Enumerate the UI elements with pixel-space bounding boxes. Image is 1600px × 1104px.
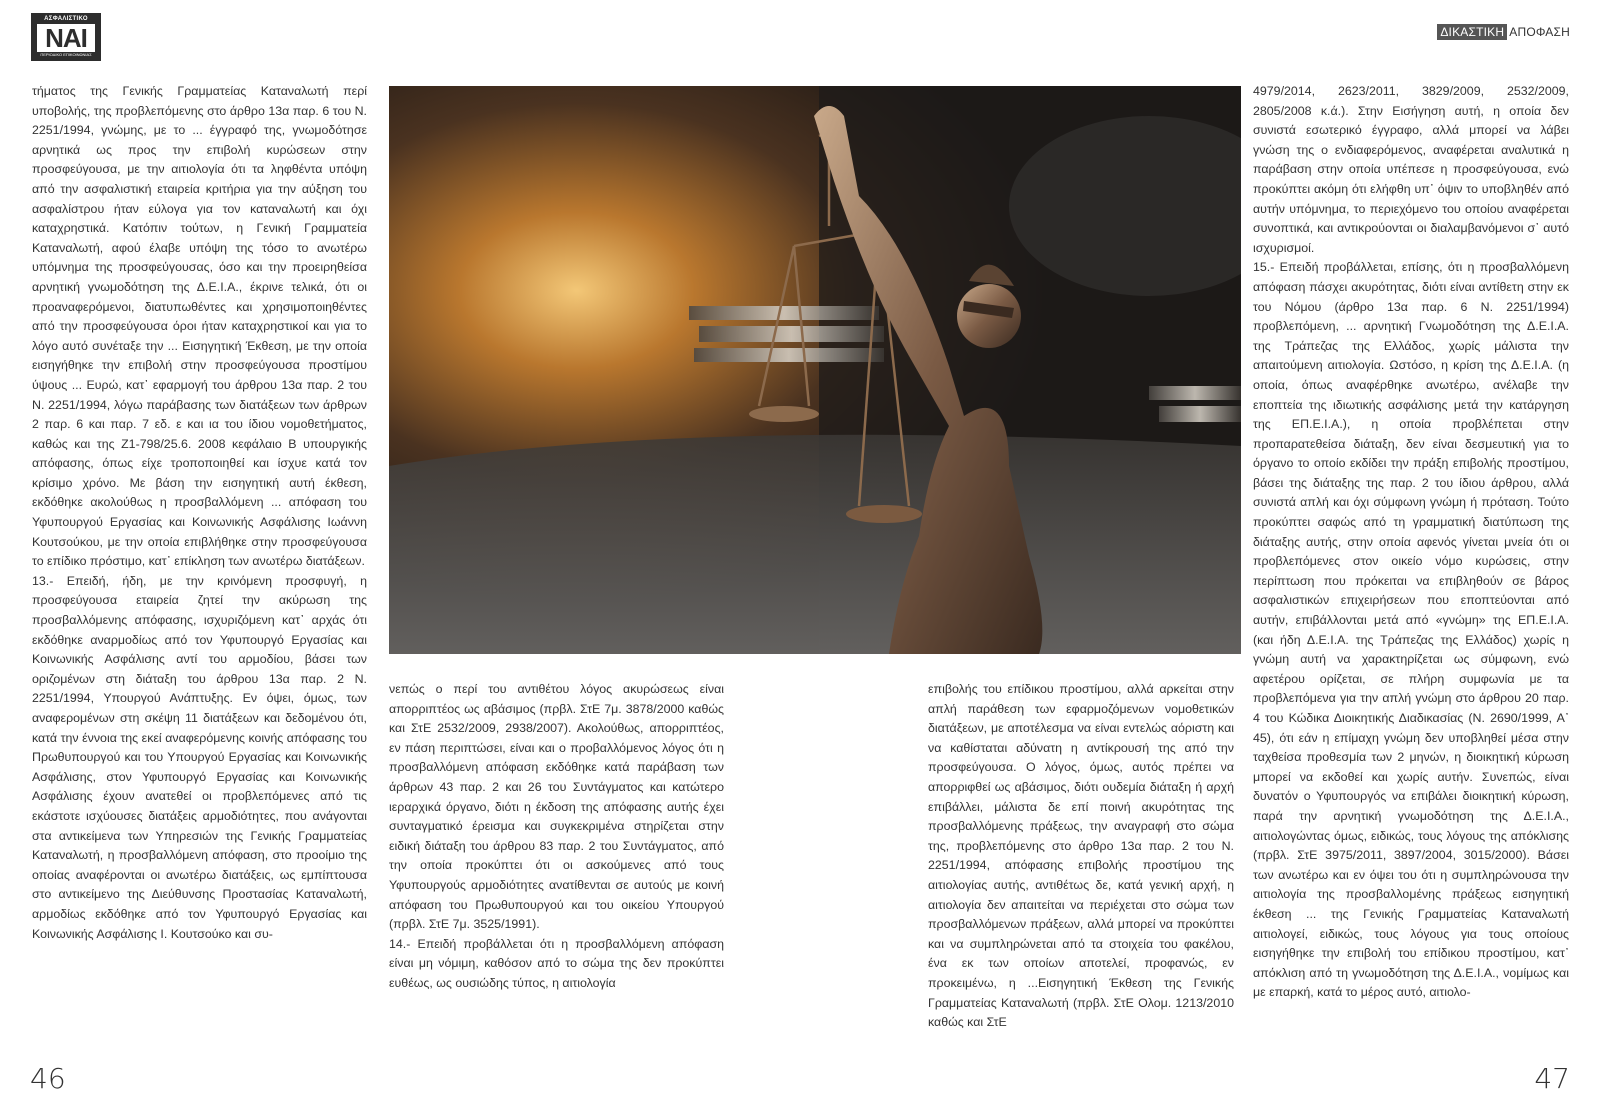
paragraph: 14.- Επειδή προβάλλεται ότι η προσβαλλόμενη απόφαση είναι μη νόμιμη, καθόσον από το σώμα της δεν προκύπτει ευθέως, ως ουσιώδης τύπος, η αιτιολογία bbox=[389, 936, 724, 990]
page-number-left: 46 bbox=[30, 1062, 66, 1095]
logo-subline: ΠΕΡΙΟΔΙΚΟ ΕΠΙΚΟΙΝΩΝΙΑΣ bbox=[40, 52, 92, 57]
text-column-4 bbox=[1253, 82, 1569, 1003]
lady-justice-photo bbox=[389, 86, 1241, 654]
paragraph: 13.- Επειδή, ήδη, με την κρινόμενη προσφυγή, η προσφεύγουσα εταιρεία ζητεί την ακύρωση της προσβαλλόμενης απόφασης, ισχυριζόμενη κατ᾽ αρχάς ότι εκδόθηκε αναρμοδίως από τον Υφυπουργό Εργασίας και Κοινωνικής Ασφάλισης αντί του αρμοδίου, βάσει των οριζομένων στη διάταξη του άρθρου 13α παρ. 2 Ν. 2251/1994, Υπουργού Ανάπτυξης. Εν όψει, όμως, των αναφερομένων στη σκέψη 11 διατάξεων και δεδομένου ότι, κατά την έννοια της εκεί αναφερόμενης κοινής απόφασης του Πρωθυπουργού και του Υπουργού Εργασίας και Κοινωνικής Ασφάλισης, στον Υφυπουργό Εργασίας και Κοινωνικής Ασφάλισης έχουν ανατεθεί οι προβλεπόμενες από τις εκάστοτε ισχύουσες διατάξεις αρμοδιότητες, που ανάγονται στα αντικείμενα των Υπηρεσιών της Γενικής Γραμματείας Καταναλωτή, η προσβαλλόμενη απόφαση, στο προοίμιο της οποίας αναφέρονται οι ανωτέρω διατάξεις, ως εμπίπτουσα στο αντικείμενο της Διεύθυνσης Προστασίας Καταναλωτή, αρμοδίως εκδόθηκε από τον Υφυπουργό Εργασίας και Κοινωνικής Ασφάλισης Ι. Κουτσούκο και συ- bbox=[32, 573, 367, 941]
section-label-highlight: ΔΙΚΑΣΤΙΚΗ bbox=[1437, 24, 1507, 40]
paragraph: 4979/2014, 2623/2011, 3829/2009, 2532/2009, 2805/2008 κ.ά.). Στην Εισήγηση αυτή, η οποία δεν συνιστά εσωτερικό έγγραφο, αλλά μπορεί να λάβει γνώση της ο ενδιαφερόμενος, αναφέρεται αναλυτικά η παράβαση στην οποία υπέπεσε η προσφεύγουσα, ενώ προκύπτει ακόμη ότι ελήφθη υπ᾽ όψιν το υποβληθέν από αυτήν υπόμνημα, το περιεχόμενο του οποίου αναφέρεται συνοπτικά, και αντικρούονται οι διαλαμβανόμενοι σ᾽ αυτό ισχυρισμοί. bbox=[1253, 84, 1569, 255]
logo-word: ΝΑΙ bbox=[37, 24, 95, 52]
logo-tagline: ΑΣΦΑΛΙΣΤΙΚΟ bbox=[44, 16, 88, 22]
page-number-right: 47 bbox=[1534, 1062, 1570, 1095]
text-column-3 bbox=[928, 680, 1234, 1033]
paragraph: επιβολής του επίδικου προστίμου, αλλά αρκείται στην απλή παράθεση των εφαρμοζόμενων νομοθετικών διατάξεων, με αποτέλεσμα να είναι εντελώς αόριστη και να καθίσταται αδύνατη η αντίκρουσή της από την προσφεύγουσα. Ο λόγος, όμως, αυτός πρέπει να απορριφθεί ως αβάσιμος, διότι ουδεμία διάταξη ή αρχή επιβάλλει, μάλιστα δε επί ποινή ακυρότητας της προσβαλλόμενης πράξεως, την αναγραφή στο σώμα της, προβλεπόμενης στο άρθρο 13α παρ. 2 του Ν. 2251/1994, απόφασης επιβολής προστίμου της αιτιολογίας αυτής, αντιθέτως δε, κατά γενική αρχή, η αιτιολογία δεν απαιτείται να περιέχεται στο σώμα των προσβαλλόμενων πράξεων, αλλά μπορεί να προκύπτει και να συμπληρώνεται από τα στοιχεία του φακέλου, ένα εκ των οποίων αποτελεί, προφανώς, εν προκειμένω, η ...Εισηγητική Έκθεση της Γενικής Γραμματείας Καταναλωτή (πρβλ. ΣτΕ Ολομ. 1213/2010 καθώς και ΣτΕ bbox=[928, 682, 1234, 1030]
section-label bbox=[1437, 25, 1570, 39]
section-label-rest: ΑΠΟΦΑΣΗ bbox=[1509, 25, 1570, 39]
text-column-1 bbox=[32, 82, 367, 944]
paragraph: 15.- Επειδή προβάλλεται, επίσης, ότι η προσβαλλόμενη απόφαση πάσχει ακυρότητας, διότι είναι αντίθετη στην εκ του Νόμου (άρθρο 13α παρ. 6 Ν. 2251/1994) προβλεπόμενη, ... αρνητική Γνωμοδότηση της Δ.Ε.Ι.Α. της Τράπεζας της Ελλάδος, χωρίς μάλιστα την απαιτούμενη αιτιολογία. Ωστόσο, η κρίση της Δ.Ε.Ι.Α. (η οποία, όπως αναφέρθηκε ανωτέρω, ανέλαβε την εποπτεία της ιδιωτικής ασφάλισης μετά την κατάργηση της ΕΠ.Ε.Ι.Α.), η οποία προβλέπεται στην προπαρατεθείσα διάταξη, δεν είναι δεσμευτική για το όργανο το οποίο εκδίδει την πράξη επιβολής προστίμου, βάσει της διάταξης της παρ. 2 του ίδιου άρθρου, αλλά συνιστά απλή και όχι σύμφωνη γνώμη ή πρόταση. Τούτο προκύπτει σαφώς από τη γραμματική διατύπωση της διάταξης αυτής, στην οποία αφενός γίνεται μνεία ότι οι προβλεπόμενες στον οικείο νόμο κυρώσεις, στην περίπτωση που πρόκειται να επιβληθούν σε βάρος ασφαλιστικών επιχειρήσεων που εποπτεύονται από αυτήν, επιβάλλονται μετά από «γνώμη» της ΕΠ.Ε.Ι.Α. (και ήδη Δ.Ε.Ι.Α. της Τράπεζας της Ελλάδος) χωρίς η γνώμη αυτή να χαρακτηρίζεται ως σύμφωνη, ενώ αφετέρου ορίζεται, σε πλήρη συμφωνία με τα προβλεπόμενα για την απλή γνώμη στο άρθρου 20 παρ. 4 του Κώδικα Διοικητικής Διαδικασίας (Ν. 2690/1999, Α᾽ 45), ότι εάν η επίμαχη γνώμη δεν υποβληθεί μέσα στην ταχθείσα προθεσμία των 2 μηνών, η διοικητική κύρωση μπορεί να εκδοθεί και χωρίς αυτήν. Συνεπώς, είναι δυνατόν ο Υφυπουργός να επιβάλει διοικητική κύρωση, παρά την αρνητική γνωμοδότηση της Δ.Ε.Ι.Α., αιτιολογώντας όμως, ειδικώς, τους λόγους της απόκλισης (πρβλ. ΣτΕ 3975/2011, 3897/2004, 3015/2000). Βάσει των ανωτέρω και εν όψει του ότι η συμπληρώνουσα την αιτιολογία της προσβαλλομένης πράξεως εισηγητική έκθεση ... της Γενικής Γραμματείας Καταναλωτή αιτιολογεί, ειδικώς, τους λόγους για τους οποίους εισηγήθηκε την επιβολή του επίδικου προστίμου, κατ᾽ απόκλιση από τη γνωμοδότηση της Δ.Ε.Ι.Α., νομίμως και με επαρκή, κατά το μέρος αυτό, αιτιολο- bbox=[1253, 260, 1569, 1000]
text-column-2 bbox=[389, 680, 724, 994]
paragraph: τήματος της Γενικής Γραμματείας Καταναλωτή περί υποβολής, της προβλεπόμενης στο άρθρο 13α παρ. 6 του Ν. 2251/1994, γνώμης, με το ... έγγραφό της, γνωμοδότησε αρνητικά ως προς την επιβολή κυρώσεων στην προσφεύγουσα, με την αιτιολογία ότι τα ληφθέντα υπόψη από την ασφαλιστική εταιρεία κριτήρια για την αύξηση του ασφαλίστρου ήταν εύλογα για τον καταναλωτή και όχι καταχρηστικά. Κατόπιν τούτων, η Γενική Γραμματεία Καταναλωτή, αφού έλαβε υπόψη της τόσο το ανωτέρω υπόμνημα της προσφεύγουσας, όσο και την προειρηθείσα αρνητική γνωμοδότηση της Δ.Ε.Ι.Α., έκρινε τελικά, ότι οι προαναφερόμενοι, διατυπωθέντες και χρησιμοποιηθέντες από την προσφεύγουσα όροι ήταν καταχρηστικοί και για το λόγο αυτό συνέταξε την ... Εισηγητική Έκθεση, με την οποία εισηγήθηκε την επιβολή στην προσφεύγουσα προστίμου ύψους ... Ευρώ, κατ᾽ εφαρμογή του άρθρου 13α παρ. 2 του Ν. 2251/1994, λόγω παράβασης των διατάξεων των άρθρων 2 παρ. 6 και παρ. 7 εδ. ε και ια του ίδιου νομοθετήματος, καθώς και της Ζ1-798/25.6. 2008 κεφάλαιο Β υπουργικής απόφασης, όπως είχε τροποποιηθεί και ίσχυε κατά τον κρίσιμο χρόνο. Με βάση την εισηγητική αυτή έκθεση, εκδόθηκε ακολούθως η προσβαλλόμενη ... απόφαση του Υφυπουργού Εργασίας και Κοινωνικής Ασφάλισης Ιωάννη Κουτσούκου, με την οποία επιβλήθηκε στην προσφεύγουσα το επίδικο πρόστιμο, κατ᾽ επίκληση των ανωτέρω διατάξεων. bbox=[32, 84, 367, 569]
paragraph: νεπώς ο περί του αντιθέτου λόγος ακυρώσεως είναι απορριπτέος ως αβάσιμος (πρβλ. ΣτΕ 7μ. 3878/2000 καθώς και ΣτΕ 2532/2009, 2938/2007). Ακολούθως, απορριπτέος, εν πάση περιπτώσει, είναι και ο προβαλλόμενος λόγος ότι η προσβαλλόμενη απόφαση εκδόθηκε κατά παράβαση των άρθρων 43 παρ. 2 και 26 του Συντάγματος και κατώτερο ιεραρχικά όργανο, διότι η έκδοση της απόφασης αυτής έχει συνταγματικό έρεισμα και συγκεκριμένα στηρίζεται στην ειδική διάταξη του άρθρου 83 παρ. 2 του Συντάγματος, από την οποία προκύπτει ότι οι ασκούμενες από τους Υφυπουργούς αρμοδιότητες ανατίθενται σε αυτούς με κοινή απόφαση του Πρωθυπουργού και του οικείου Υπουργού (πρβλ. ΣτΕ 7μ. 3525/1991). bbox=[389, 682, 724, 932]
magazine-logo bbox=[31, 13, 101, 61]
